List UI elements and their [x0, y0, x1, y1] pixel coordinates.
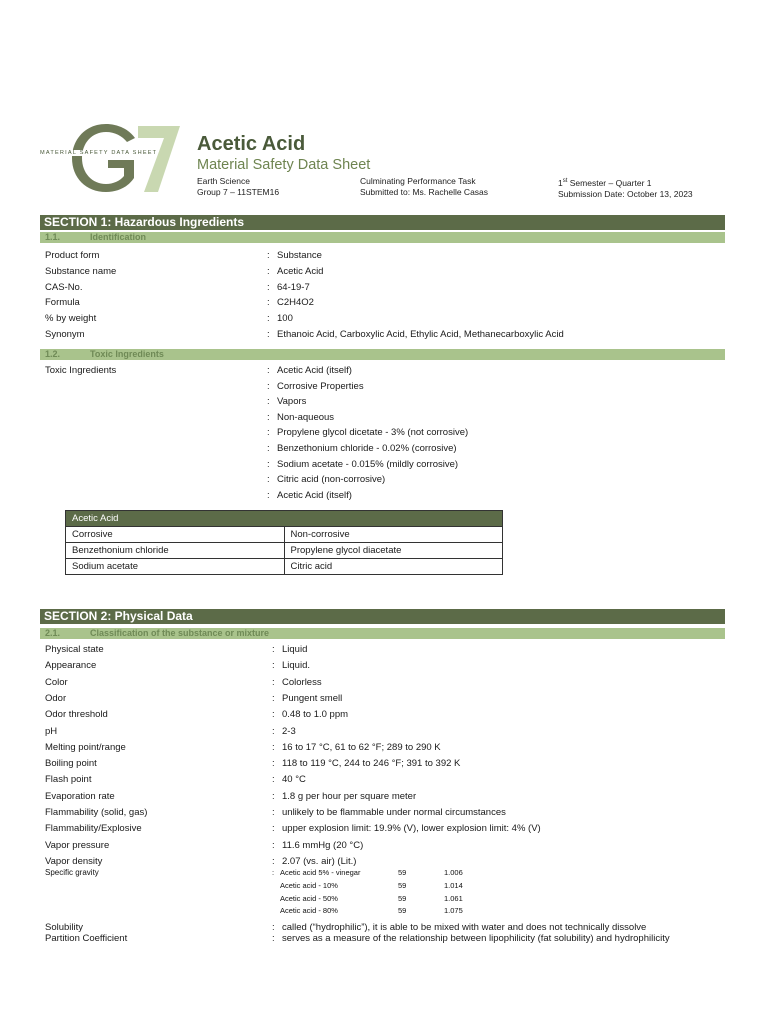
- specific-gravity-name: Acetic acid - 80%: [280, 906, 338, 916]
- logo-text: MATERIAL SAFETY DATA SHEET: [40, 150, 158, 156]
- toxic-ingredient-value-text: Acetic Acid (itself): [277, 489, 352, 501]
- property-value: [272, 726, 296, 737]
- section-2-header: SECTION 2: Physical Data: [40, 609, 725, 624]
- colon: :: [272, 692, 275, 704]
- property-label: Boiling point: [45, 758, 97, 770]
- identification-label: % by weight: [45, 313, 97, 325]
- toxic-ingredient-value-text: Sodium acetate - 0.015% (mildly corrosive): [277, 458, 459, 470]
- property-value: [272, 709, 348, 720]
- semester-info: 1st Semester – Quarter 1: [558, 177, 652, 188]
- property-value: [272, 840, 363, 851]
- property-value: [272, 758, 460, 769]
- colon: :: [267, 250, 270, 261]
- property-value-text: 2.07 (vs. air) (Lit.): [282, 855, 357, 867]
- property-value: [272, 677, 322, 688]
- toxic-ingredient-value-text: Corrosive Properties: [277, 380, 364, 392]
- property-value-text: called (“hydrophilic”), it is able to be mixed with water and does not technically dissolve: [282, 922, 647, 933]
- toxic-ingredients-label: Toxic Ingredients: [45, 365, 117, 376]
- property-label: Evaporation rate: [45, 790, 115, 802]
- property-value-text: 0.48 to 1.0 ppm: [282, 709, 349, 721]
- identification-value: [267, 266, 323, 277]
- colon: :: [272, 774, 275, 786]
- toxic-ingredient-value: [267, 443, 457, 454]
- toxic-ingredient-value: [267, 396, 306, 407]
- identification-value: [267, 297, 314, 308]
- colon: :: [267, 365, 270, 376]
- specific-gravity-label: Specific gravity: [45, 868, 99, 877]
- header-course-info: [197, 176, 279, 198]
- toxic-ingredient-value-text: Non-aqueous: [277, 411, 335, 423]
- toxic-ingredient-value: [267, 427, 468, 438]
- subsection-2-1-header: 2.1. Classification of the substance or mixture: [40, 628, 725, 639]
- property-label: Vapor pressure: [45, 839, 110, 851]
- colon: :: [267, 265, 270, 277]
- subsection-1-1-header: 1.1. Identification: [40, 232, 725, 243]
- g7-logo-icon: [40, 120, 190, 200]
- property-value-text: 11.6 mmHg (20 °C): [282, 839, 364, 851]
- specific-gravity-temp: 59: [398, 880, 407, 890]
- specific-gravity-temp: 59: [398, 906, 407, 916]
- subsection-1-2-header: 1.2. Toxic Ingredients: [40, 349, 725, 360]
- toxic-ingredient-value: [267, 381, 364, 392]
- submitted-to: Submitted to: Ms. Rachelle Casas: [360, 187, 489, 197]
- colon: :: [267, 411, 270, 423]
- property-value: [272, 922, 646, 933]
- property-value: [272, 644, 307, 655]
- identification-value: [267, 282, 310, 293]
- colon: :: [267, 458, 270, 470]
- property-label: Vapor density: [45, 855, 103, 867]
- colon: :: [267, 329, 270, 340]
- colon: :: [267, 313, 270, 325]
- msds-logo: [40, 120, 190, 200]
- toxic-ingredient-value: [267, 365, 352, 376]
- property-value: [272, 823, 541, 834]
- colon: :: [272, 660, 275, 672]
- property-value-text: 118 to 119 °C, 244 to 246 °F; 391 to 392 K: [282, 758, 461, 770]
- colon: :: [267, 427, 270, 439]
- property-label: Odor: [45, 692, 67, 704]
- property-label: Flammability (solid, gas): [45, 807, 148, 818]
- property-label: Odor threshold: [45, 709, 108, 721]
- property-value: [272, 660, 310, 671]
- colon: :: [267, 489, 270, 501]
- identification-label: Synonym: [45, 329, 85, 340]
- colon: :: [267, 380, 270, 392]
- colon: :: [272, 725, 275, 737]
- property-value-text: Liquid.: [282, 660, 310, 672]
- property-value-text: upper explosion limit: 19.9% (V), lower explosion limit: 4% (V): [282, 823, 541, 835]
- property-value-text: Liquid: [282, 644, 308, 655]
- task-name: Culminating Performance Task: [360, 176, 476, 186]
- specific-gravity-value: 1.006: [444, 868, 463, 877]
- property-label: Flammability/Explosive: [45, 823, 142, 835]
- property-label: Color: [45, 676, 68, 688]
- property-value-text: 40 °C: [282, 774, 306, 786]
- specific-gravity-temp: 59: [398, 893, 407, 903]
- identification-label: CAS-No.: [45, 281, 83, 293]
- colon: :: [272, 790, 275, 802]
- corrosive-table: [65, 510, 503, 575]
- property-label: Solubility: [45, 922, 84, 933]
- toxic-ingredient-value-text: Acetic Acid (itself): [277, 365, 352, 376]
- identification-value-text: C2H4O2: [277, 297, 314, 309]
- header-task-info: [360, 176, 488, 198]
- specific-gravity-name: Acetic acid - 10%: [280, 880, 338, 890]
- toxic-ingredient-value: [267, 412, 334, 423]
- property-value-text: 16 to 17 °C, 61 to 62 °F; 289 to 290 K: [282, 741, 441, 753]
- property-value: [272, 856, 356, 867]
- property-value-text: 2-3: [282, 725, 296, 737]
- colon: :: [272, 807, 275, 818]
- colon: :: [267, 443, 270, 454]
- table-row: Corrosive Non-corrosive: [66, 527, 503, 543]
- toxic-ingredient-value-text: Benzethonium chloride - 0.02% (corrosive): [277, 443, 457, 454]
- toxic-ingredient-value-text: Vapors: [277, 396, 307, 408]
- identification-label: Substance name: [45, 265, 117, 277]
- document-subtitle: Material Safety Data Sheet: [197, 157, 371, 173]
- colon: :: [272, 933, 275, 944]
- colon: :: [272, 676, 275, 688]
- identification-value: [267, 329, 564, 340]
- colon: :: [272, 709, 275, 721]
- property-value: [272, 742, 441, 753]
- toxic-ingredient-value-text: Propylene glycol dicetate - 3% (not corrosive): [277, 427, 469, 439]
- colon: :: [267, 474, 270, 486]
- colon: :: [267, 396, 270, 408]
- identification-label: Formula: [45, 297, 80, 309]
- course-name: Earth Science: [197, 176, 250, 186]
- document-title: Acetic Acid: [197, 133, 306, 155]
- specific-gravity-temp: 59: [398, 868, 407, 877]
- property-label: Flash point: [45, 774, 92, 786]
- identification-value: [267, 250, 322, 261]
- property-label: Partition Coefficient: [45, 933, 128, 944]
- identification-value-text: Substance: [277, 250, 322, 261]
- colon: :: [272, 855, 275, 867]
- identification-label: Product form: [45, 250, 100, 261]
- specific-gravity-name: Acetic acid - 50%: [280, 893, 338, 903]
- identification-value-text: Ethanoic Acid, Carboxylic Acid, Ethylic Acid, Methanecarboxylic Acid: [277, 329, 564, 340]
- property-value: [272, 693, 342, 704]
- colon: :: [272, 922, 275, 933]
- property-label: Appearance: [45, 660, 97, 672]
- property-value: [272, 807, 506, 818]
- table-row: Benzethonium chloride Propylene glycol diacetate: [66, 543, 503, 559]
- toxic-ingredient-value: [267, 474, 385, 485]
- property-label: Melting point/range: [45, 741, 126, 753]
- toxic-ingredient-value-text: Citric acid (non-corrosive): [277, 474, 386, 486]
- toxic-ingredient-value: [267, 459, 458, 470]
- property-value-text: serves as a measure of the relationship between lipophilicity (fat solubility) and hydrophilicity: [282, 933, 670, 944]
- identification-value-text: 100: [277, 313, 293, 325]
- colon: :: [267, 281, 270, 293]
- table-row: Sodium acetate Citric acid: [66, 559, 503, 575]
- toxic-ingredient-value: [267, 490, 352, 501]
- colon: :: [272, 868, 275, 877]
- property-value-text: Colorless: [282, 676, 322, 688]
- specific-gravity-name: Acetic acid 5% - vinegar: [280, 868, 361, 877]
- colon: :: [272, 839, 275, 851]
- property-value: [272, 791, 416, 802]
- property-label: pH: [45, 725, 58, 737]
- property-value-text: Pungent smell: [282, 692, 343, 704]
- property-value: [272, 774, 306, 785]
- property-value-text: unlikely to be flammable under normal circumstances: [282, 807, 506, 818]
- specific-gravity-value: 1.014: [444, 880, 463, 890]
- property-value: [272, 933, 670, 944]
- colon: :: [272, 644, 275, 655]
- identification-value-text: 64-19-7: [277, 281, 310, 293]
- identification-value: [267, 313, 293, 324]
- colon: :: [272, 823, 275, 835]
- specific-gravity-value: 1.075: [444, 906, 463, 916]
- group-name: Group 7 – 11STEM16: [197, 187, 280, 197]
- section-1-header: SECTION 1: Hazardous Ingredients: [40, 215, 725, 230]
- table-header: Acetic Acid: [66, 511, 503, 527]
- property-value-text: 1.8 g per hour per square meter: [282, 790, 417, 802]
- identification-value-text: Acetic Acid: [277, 265, 324, 277]
- property-label: Physical state: [45, 644, 104, 655]
- colon: :: [272, 758, 275, 770]
- submission-date: Submission Date: October 13, 2023: [558, 188, 693, 199]
- colon: :: [272, 741, 275, 753]
- specific-gravity-value: 1.061: [444, 893, 463, 903]
- header-date-info: [558, 176, 693, 200]
- colon: :: [267, 297, 270, 309]
